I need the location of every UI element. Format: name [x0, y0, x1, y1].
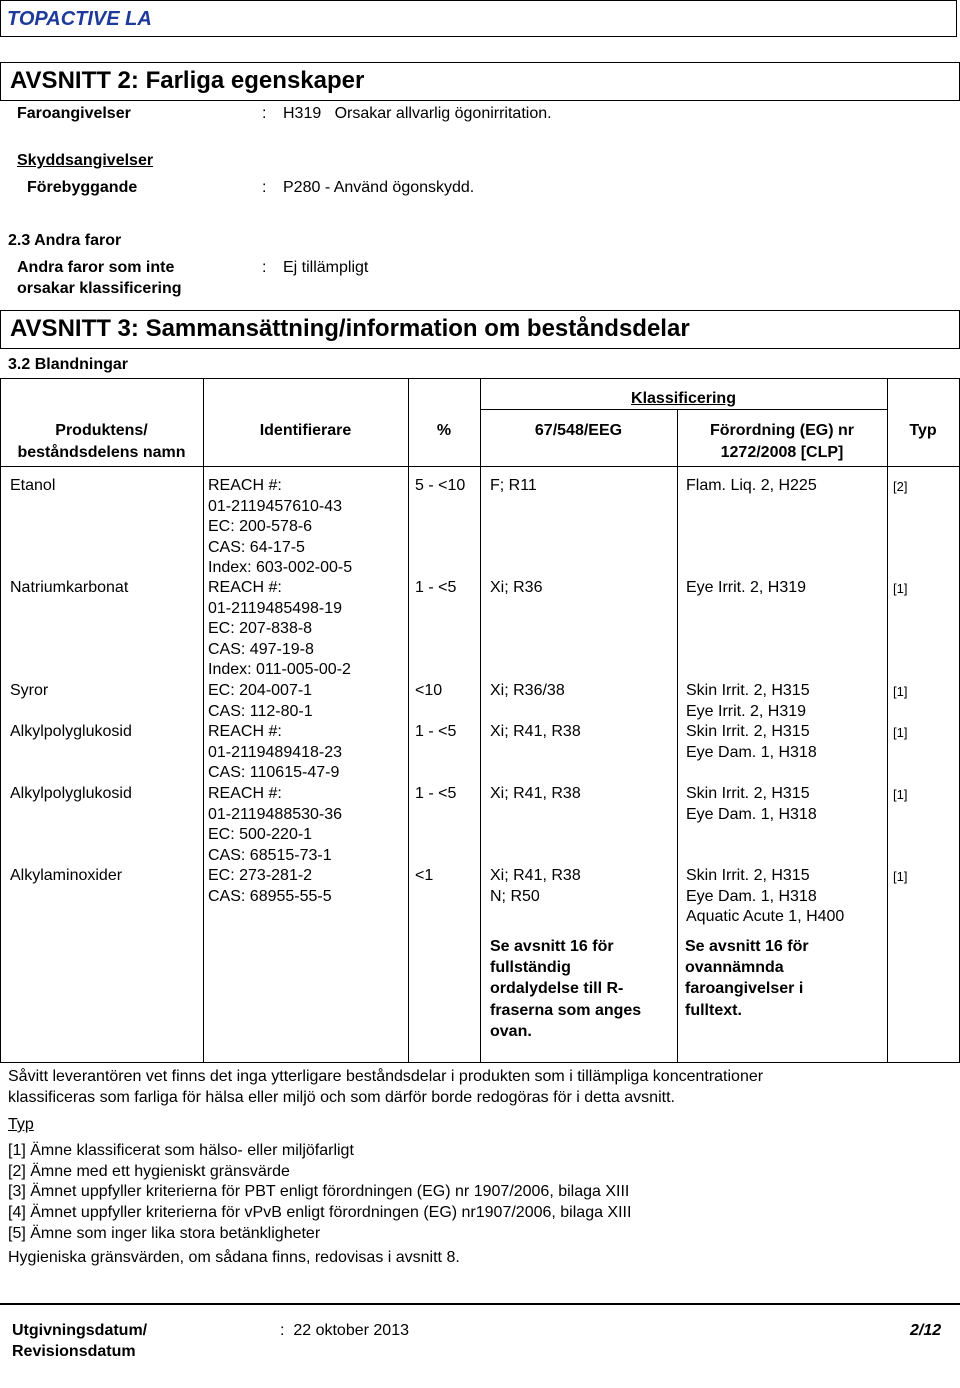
- clp-classification-line: Skin Irrit. 2, H315: [686, 785, 810, 802]
- identifiers-line: EC: 273-281-2: [208, 867, 313, 884]
- eeg-classification-line: N; R50: [490, 887, 540, 905]
- type-code: [1]: [893, 684, 908, 699]
- type-code: [1]: [893, 581, 908, 596]
- identifiers-line: 01-2119489418-23: [208, 743, 343, 761]
- identifiers: [208, 681, 313, 722]
- identifiers-line: CAS: 112-80-1: [208, 702, 313, 720]
- substance-name: Etanol: [10, 477, 56, 494]
- type-legend-list: [8, 1141, 631, 1245]
- identifiers-line: EC: 207-838-8: [208, 620, 313, 637]
- clp-classification-line: Eye Dam. 1, H318: [686, 805, 817, 823]
- identifiers-line: REACH #:: [208, 477, 282, 494]
- identifiers-line: REACH #:: [208, 723, 282, 740]
- substance-name: Alkylaminoxider: [10, 867, 123, 884]
- identifiers-line: EC: 500-220-1: [208, 826, 313, 843]
- product-brand: TOPACTIVE LA: [7, 8, 152, 30]
- hygiene-note: Hygieniska gränsvärden, om sådana finns, redovisas i avsnitt 8.: [8, 1249, 460, 1266]
- identifiers-line: 01-2119488530-36: [208, 805, 343, 823]
- eeg-classification: [490, 476, 537, 497]
- eeg-classification-line: F; R11: [490, 477, 537, 494]
- type-code: [2]: [893, 479, 908, 494]
- eeg-classification: [490, 784, 581, 805]
- eeg-classification: [490, 681, 565, 702]
- identifiers: [208, 476, 352, 579]
- clp-classification-line: Aquatic Acute 1, H400: [686, 908, 845, 925]
- type-code: [1]: [893, 725, 908, 740]
- concentration: 1 - <5: [415, 723, 457, 740]
- identifiers: [208, 722, 342, 784]
- substance-name: Syror: [10, 682, 49, 699]
- clp-classification: [686, 578, 806, 599]
- document-header-bar: [0, 0, 957, 37]
- table-col-divider: [887, 378, 888, 1063]
- clp-classification: [686, 784, 817, 825]
- clp-classification-line: Flam. Liq. 2, H225: [686, 477, 817, 494]
- clp-classification-line: Eye Irrit. 2, H319: [686, 579, 807, 596]
- section-3-title: AVSNITT 3: Sammansättning/information om beståndsdelar: [10, 315, 690, 342]
- clp-classification-line: Eye Irrit. 2, H319: [686, 702, 807, 720]
- footer-date-label-line1: Utgivningsdatum/: [12, 1322, 148, 1339]
- identifiers: [208, 866, 332, 907]
- type-legend-item: [1] Ämne klassificerat som hälso- eller miljöfarligt: [8, 1142, 354, 1159]
- identifiers: [208, 578, 351, 681]
- eeg-footnote-line: Se avsnitt 16 för: [490, 938, 614, 955]
- type-legend-item: [5] Ämne som inger lika stora betänkligheter: [8, 1224, 321, 1242]
- identifiers: [208, 784, 342, 866]
- eeg-footnote-line: fullständig: [490, 959, 571, 977]
- identifiers-line: CAS: 68955-55-5: [208, 887, 332, 905]
- other-hazards-heading: 2.3 Andra faror: [8, 232, 122, 249]
- prevention-label: Förebyggande: [27, 179, 138, 196]
- type-legend-item: [4] Ämnet uppfyller kriterierna för vPvB enligt förordningen (EG) nr1907/2006, bilaga XIII: [8, 1204, 632, 1222]
- identifiers-line: 01-2119485498-19: [208, 599, 343, 617]
- table-col-divider: [480, 378, 481, 1063]
- eeg-classification: [490, 866, 581, 907]
- eeg-classification-line: Xi; R41, R38: [490, 867, 581, 884]
- type-code: [1]: [893, 869, 908, 884]
- concentration: 1 - <5: [415, 785, 457, 802]
- precautionary-statements-heading: Skyddsangivelser: [17, 152, 154, 169]
- clp-classification: [686, 722, 817, 763]
- eeg-classification-line: Xi; R36: [490, 579, 543, 596]
- identifiers-line: REACH #:: [208, 579, 282, 596]
- substance-name: Natriumkarbonat: [10, 579, 129, 596]
- header-type: Typ: [909, 422, 937, 439]
- footer-rule: [0, 1303, 960, 1305]
- identifiers-line: EC: 200-578-6: [208, 518, 313, 535]
- footer-date-value: : 22 oktober 2013: [280, 1322, 409, 1339]
- clp-classification: [686, 681, 810, 722]
- type-legend-item: [3] Ämnet uppfyller kriterierna för PBT enligt förordningen (EG) nr 1907/2006, bilaga XIII: [8, 1183, 630, 1201]
- footer-date-label-line2: Revisionsdatum: [12, 1343, 136, 1360]
- classification-header: Klassificering: [631, 390, 736, 407]
- type-legend-item: [2] Ämne med ett hygieniskt gränsvärde: [8, 1162, 290, 1180]
- statement-line2: klassificeras som farliga för hälsa eller miljö och som därför borde redogöras för i detta avsnitt.: [8, 1089, 675, 1106]
- eeg-classification: [490, 722, 581, 743]
- table-col-divider: [677, 409, 678, 1063]
- substance-name: Alkylpolyglukosid: [10, 723, 132, 740]
- concentration: <10: [415, 682, 443, 699]
- identifiers-line: Index: 603-002-00-5: [208, 559, 353, 576]
- identifiers-line: CAS: 68515-73-1: [208, 846, 332, 864]
- clp-footnote: [685, 936, 809, 1021]
- type-legend-heading: Typ: [8, 1116, 34, 1133]
- identifiers-line: CAS: 110615-47-9: [208, 764, 340, 781]
- other-hazards-label-line2: orsakar klassificering: [17, 280, 182, 297]
- clp-footnote-line: fulltext.: [685, 1001, 742, 1019]
- statement-line1: Såvitt leverantören vet finns det inga ytterligare beståndsdelar i produkten som i tillämpliga koncentrationer: [8, 1068, 764, 1085]
- identifiers-line: CAS: 64-17-5: [208, 538, 305, 556]
- colon: :: [262, 179, 267, 196]
- hazard-statements-value: H319 Orsakar allvarlig ögonirritation.: [283, 105, 552, 122]
- substance-name: Alkylpolyglukosid: [10, 785, 132, 802]
- header-percent: %: [436, 422, 452, 439]
- identifiers-line: 01-2119457610-43: [208, 497, 343, 515]
- section-2-header: [0, 62, 960, 101]
- mixtures-subheading: 3.2 Blandningar: [8, 356, 129, 373]
- eeg-footnote-line: ordalydelse till R-: [490, 980, 624, 998]
- eeg-classification-line: Xi; R41, R38: [490, 723, 581, 740]
- clp-classification-line: Skin Irrit. 2, H315: [686, 867, 810, 884]
- header-name: [0, 420, 203, 464]
- colon: :: [262, 105, 267, 122]
- header-identifier: Identifierare: [259, 422, 352, 439]
- clp-classification: [686, 476, 817, 497]
- other-hazards-label-line1: Andra faror som inte: [17, 259, 175, 276]
- header-eeg: 67/548/EEG: [534, 422, 623, 439]
- concentration: <1: [415, 867, 434, 884]
- identifiers-line: Index: 011-005-00-2: [208, 661, 351, 678]
- table-col-divider: [408, 378, 409, 1063]
- identifiers-line: CAS: 497-19-8: [208, 640, 314, 658]
- header-clp-line1: Förordning (EG) nr: [710, 422, 854, 439]
- header-name-line1: Produktens/: [55, 422, 148, 439]
- clp-classification-line: Skin Irrit. 2, H315: [686, 723, 810, 740]
- eeg-footnote-line: fraserna som anges: [490, 1001, 642, 1019]
- concentration: 1 - <5: [415, 579, 457, 596]
- eeg-classification-line: Xi; R41, R38: [490, 785, 581, 802]
- clp-footnote-line: Se avsnitt 16 för: [685, 938, 809, 955]
- clp-footnote-line: ovannämnda: [685, 959, 784, 977]
- colon: :: [262, 259, 267, 276]
- hazard-statements-label: Faroangivelser: [17, 105, 131, 122]
- clp-classification-line: Eye Dam. 1, H318: [686, 743, 817, 761]
- table-border-left: [0, 378, 1, 1063]
- clp-classification: [686, 866, 844, 928]
- prevention-value: P280 - Använd ögonskydd.: [283, 179, 475, 196]
- type-code: [1]: [893, 787, 908, 802]
- eeg-classification: [490, 578, 542, 599]
- clp-footnote-line: faroangivelser i: [685, 980, 804, 998]
- section-2-title: AVSNITT 2: Farliga egenskaper: [10, 67, 365, 94]
- section-3-header: [0, 310, 960, 349]
- identifiers-line: EC: 204-007-1: [208, 682, 313, 699]
- header-clp: [677, 420, 887, 464]
- eeg-footnote: [490, 936, 641, 1042]
- eeg-footnote-line: ovan.: [490, 1022, 532, 1040]
- header-clp-line2: 1272/2008 [CLP]: [720, 444, 844, 461]
- other-hazards-value: Ej tillämpligt: [283, 259, 369, 276]
- clp-classification-line: Eye Dam. 1, H318: [686, 887, 817, 905]
- page-number: 2/12: [910, 1322, 942, 1339]
- header-name-line2: beståndsdelens namn: [17, 444, 186, 461]
- identifiers-line: REACH #:: [208, 785, 282, 802]
- eeg-classification-line: Xi; R36/38: [490, 682, 565, 699]
- concentration: 5 - <10: [415, 477, 466, 494]
- clp-classification-line: Skin Irrit. 2, H315: [686, 682, 810, 699]
- table-col-divider: [203, 378, 204, 1063]
